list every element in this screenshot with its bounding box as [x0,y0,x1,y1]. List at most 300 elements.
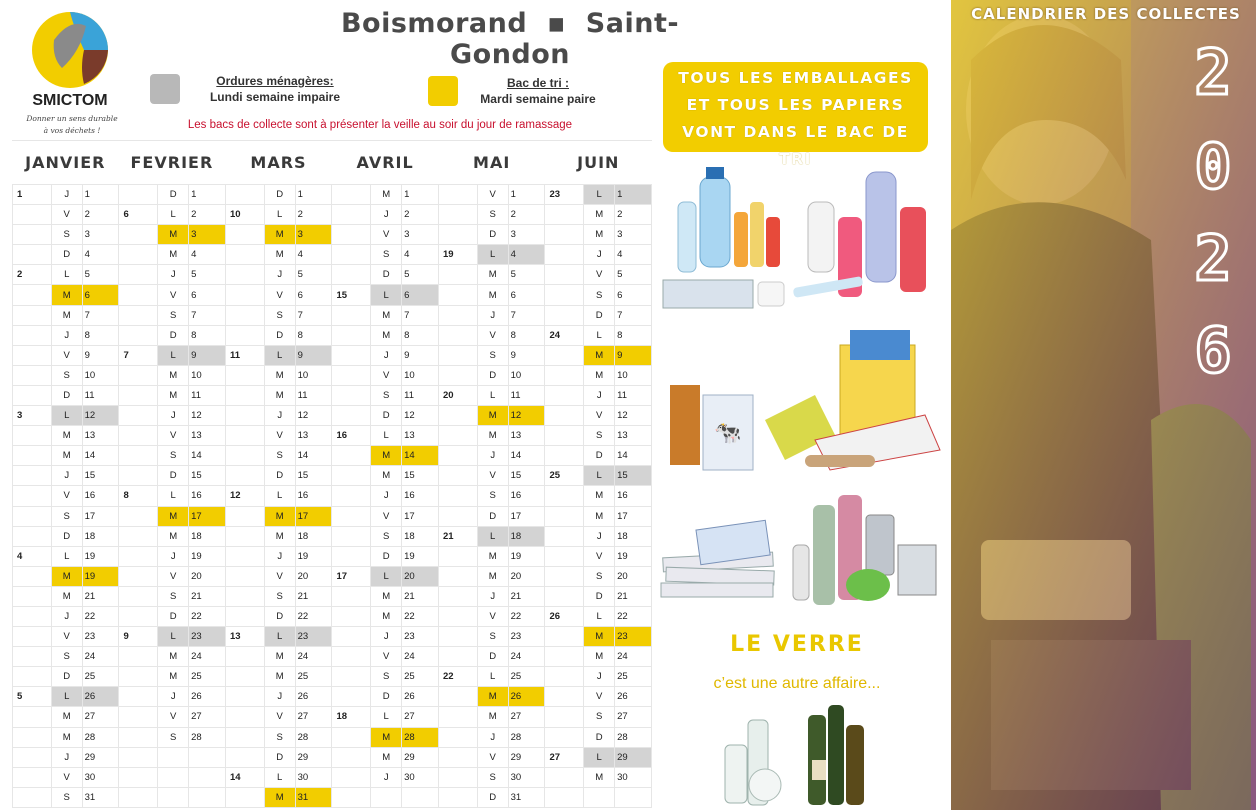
day-number: 13 [402,426,439,446]
day-number: 23 [402,627,439,647]
day-number: 14 [82,446,119,466]
day-number: 4 [189,245,226,265]
day-letter: M [51,446,82,466]
week-number [13,606,52,626]
table-row [13,305,652,325]
day-letter: J [477,727,508,747]
day-letter: L [584,466,615,486]
collection-note: Les bacs de collecte sont à présenter la veille au soir du jour de ramassage [187,119,573,131]
week-number [13,365,52,385]
day-letter: M [51,586,82,606]
day-number: 7 [295,305,332,325]
day-number: 26 [402,687,439,707]
week-number [332,365,371,385]
legend-tri-day: Mardi semaine paire [480,92,596,106]
day-number: 9 [508,345,545,365]
day-letter: S [51,647,82,667]
day-number: 2 [295,205,332,225]
week-number [332,687,371,707]
week-number [332,225,371,245]
day-letter [584,787,615,807]
week-number [225,365,264,385]
day-number: 31 [508,787,545,807]
woman-recycling-photo [951,0,1256,810]
day-number: 15 [615,466,652,486]
week-number: 18 [332,707,371,727]
day-letter: D [51,667,82,687]
day-number: 8 [82,325,119,345]
day-letter: M [477,707,508,727]
day-number: 25 [189,667,226,687]
week-number [438,225,477,245]
week-number [438,687,477,707]
day-letter: M [371,466,402,486]
month-header-fevrier: FEVRIER [119,140,226,185]
day-number: 6 [615,285,652,305]
day-number: 28 [82,727,119,747]
day-number: 30 [82,767,119,787]
day-number: 31 [295,787,332,807]
day-letter: L [584,606,615,626]
day-letter: M [158,506,189,526]
day-letter: V [584,265,615,285]
table-row [13,667,652,687]
day-number: 28 [189,727,226,747]
week-number: 25 [545,466,584,486]
week-number [225,446,264,466]
day-number: 13 [82,426,119,446]
banner-line-1: TOUS LES EMBALLAGES [678,69,913,87]
day-letter: D [477,506,508,526]
day-number: 15 [508,466,545,486]
day-number: 10 [82,365,119,385]
day-letter: M [51,305,82,325]
day-number: 4 [508,245,545,265]
day-letter: D [584,305,615,325]
ordures-swatch [150,74,180,104]
week-number: 2 [13,265,52,285]
week-number [438,787,477,807]
day-number: 11 [615,385,652,405]
day-letter: L [51,687,82,707]
week-number [119,647,158,667]
day-letter: D [51,385,82,405]
day-number: 27 [189,707,226,727]
day-number: 18 [295,526,332,546]
day-letter: V [264,285,295,305]
month-header-mai: MAI [438,140,545,185]
day-number: 16 [615,486,652,506]
week-number [332,265,371,285]
day-letter: D [477,787,508,807]
day-number: 26 [615,687,652,707]
week-number [438,767,477,787]
day-number: 27 [508,707,545,727]
day-number: 2 [189,205,226,225]
day-number: 29 [402,747,439,767]
day-number: 15 [402,466,439,486]
page-title [300,8,720,70]
day-letter: L [264,767,295,787]
verre-subtitle: c’est une autre affaire... [713,675,881,692]
day-number: 23 [508,627,545,647]
week-number: 10 [225,205,264,225]
day-letter: J [51,466,82,486]
legend-tri-title: Bac de tri : [506,76,569,90]
week-number [332,667,371,687]
day-number: 24 [82,647,119,667]
day-number: 28 [508,727,545,747]
day-letter: S [264,586,295,606]
day-letter: L [584,185,615,205]
year-digit-2: 0 [1194,130,1232,203]
day-letter: M [264,526,295,546]
week-number: 7 [119,345,158,365]
day-letter: J [371,767,402,787]
week-number [13,526,52,546]
week-number [332,185,371,205]
table-row [13,627,652,647]
week-number [545,787,584,807]
day-number: 8 [615,325,652,345]
week-number [119,466,158,486]
day-number: 9 [82,345,119,365]
day-letter: S [477,345,508,365]
day-number: 30 [295,767,332,787]
week-number [225,406,264,426]
week-number [119,606,158,626]
day-letter: D [264,466,295,486]
day-letter [158,767,189,787]
week-number [225,506,264,526]
table-row [13,566,652,586]
week-number [13,707,52,727]
day-letter: D [264,185,295,205]
day-letter: L [51,406,82,426]
week-number [13,767,52,787]
day-letter: S [264,305,295,325]
day-number: 18 [189,526,226,546]
day-number: 25 [82,667,119,687]
week-number [225,526,264,546]
day-letter: L [584,325,615,345]
table-row [13,446,652,466]
week-number [438,406,477,426]
day-number: 4 [82,245,119,265]
week-number [545,426,584,446]
day-number: 11 [295,385,332,405]
verre-title: LE VERRE [730,632,864,657]
day-letter: M [264,667,295,687]
week-number [438,546,477,566]
day-letter: L [51,265,82,285]
day-number: 22 [189,606,226,626]
week-number [13,245,52,265]
day-letter: V [584,546,615,566]
week-number [119,727,158,747]
week-number [545,486,584,506]
day-letter: V [158,426,189,446]
day-letter: V [51,486,82,506]
day-letter: L [158,345,189,365]
week-number [119,586,158,606]
month-header-janvier: JANVIER [12,140,119,185]
day-number: 22 [295,606,332,626]
day-number: 1 [189,185,226,205]
week-number [225,265,264,285]
day-letter: D [371,546,402,566]
day-letter: D [584,727,615,747]
week-number: 1 [13,185,52,205]
week-number [332,506,371,526]
day-letter: M [584,205,615,225]
day-number: 21 [295,586,332,606]
day-letter: L [477,667,508,687]
day-letter: J [51,185,82,205]
day-letter: V [477,185,508,205]
day-number: 21 [82,586,119,606]
day-letter: D [477,365,508,385]
day-number: 9 [402,345,439,365]
day-number: 13 [615,426,652,446]
week-number [332,385,371,405]
day-number: 6 [402,285,439,305]
day-letter: J [371,205,402,225]
table-row [13,285,652,305]
day-number: 21 [615,586,652,606]
day-number: 23 [615,627,652,647]
table-row [13,486,652,506]
week-number: 4 [13,546,52,566]
day-letter: J [51,606,82,626]
week-number [225,667,264,687]
day-letter: D [584,446,615,466]
day-letter: D [158,325,189,345]
week-number [13,385,52,405]
day-number: 12 [508,406,545,426]
town-right: Saint-Gondon [449,8,680,70]
table-row [13,687,652,707]
table-row [13,727,652,747]
week-number: 13 [225,627,264,647]
week-number [332,466,371,486]
day-letter: V [264,426,295,446]
table-row [13,747,652,767]
day-number: 5 [615,265,652,285]
day-letter: V [477,466,508,486]
day-number: 22 [82,606,119,626]
week-number [225,606,264,626]
day-letter: L [477,385,508,405]
week-number [225,426,264,446]
week-number [438,325,477,345]
table-row [13,345,652,365]
day-letter: M [158,667,189,687]
day-number: 20 [402,566,439,586]
year-digit-4: 6 [1194,314,1232,387]
day-letter: D [51,526,82,546]
day-letter: D [158,466,189,486]
day-number: 13 [508,426,545,446]
day-number: 10 [615,365,652,385]
week-number [545,546,584,566]
day-letter: D [477,647,508,667]
week-number [438,627,477,647]
day-letter: M [158,245,189,265]
day-letter: J [264,406,295,426]
week-number [225,687,264,707]
day-letter: J [264,687,295,707]
day-letter: M [51,285,82,305]
day-letter: S [371,526,402,546]
day-letter: V [51,767,82,787]
week-number [332,546,371,566]
week-number [438,727,477,747]
day-letter: M [584,627,615,647]
day-letter: S [584,426,615,446]
week-number [545,285,584,305]
week-number [438,566,477,586]
day-number: 14 [615,446,652,466]
day-letter: S [371,667,402,687]
day-number: 17 [508,506,545,526]
day-number: 1 [402,185,439,205]
week-number [438,707,477,727]
day-number: 4 [615,245,652,265]
day-number: 8 [189,325,226,345]
week-number [332,205,371,225]
day-letter: M [264,365,295,385]
week-number [119,385,158,405]
day-letter: M [158,385,189,405]
day-number: 2 [615,205,652,225]
month-header-avril: AVRIL [332,140,439,185]
day-letter: L [371,566,402,586]
week-number [119,446,158,466]
day-letter: M [371,446,402,466]
day-number: 22 [508,606,545,626]
collection-calendar [12,140,652,810]
day-letter: S [477,486,508,506]
week-number [438,426,477,446]
table-row [13,265,652,285]
week-number [545,345,584,365]
day-number: 15 [295,466,332,486]
day-letter: V [584,687,615,707]
day-number: 19 [82,546,119,566]
week-number [13,285,52,305]
week-number [119,265,158,285]
day-number: 16 [402,486,439,506]
day-number: 27 [82,707,119,727]
week-number: 17 [332,566,371,586]
day-letter: M [584,506,615,526]
day-number: 26 [295,687,332,707]
day-number: 25 [295,667,332,687]
day-number: 3 [295,225,332,245]
table-row [13,586,652,606]
week-number [225,466,264,486]
day-number: 29 [615,747,652,767]
week-number [438,506,477,526]
day-number: 29 [82,747,119,767]
legend-ordures [190,73,360,105]
week-number [225,586,264,606]
day-number: 8 [295,325,332,345]
day-letter: V [51,205,82,225]
calendar-grid [12,184,652,808]
day-number: 20 [508,566,545,586]
week-number [332,606,371,626]
day-letter: M [584,647,615,667]
day-letter [158,787,189,807]
day-number: 9 [189,345,226,365]
day-number: 12 [295,406,332,426]
day-letter: S [371,245,402,265]
day-letter: D [51,245,82,265]
day-letter: V [264,566,295,586]
week-number [225,325,264,345]
day-letter: S [51,506,82,526]
day-number: 2 [82,205,119,225]
day-number: 20 [615,566,652,586]
table-row [13,506,652,526]
day-number: 7 [615,305,652,325]
day-number: 18 [402,526,439,546]
table-row [13,225,652,245]
day-letter: S [264,727,295,747]
day-letter: J [264,265,295,285]
day-letter: V [51,627,82,647]
day-number: 17 [402,506,439,526]
day-number: 2 [402,205,439,225]
day-letter: M [371,747,402,767]
table-row [13,365,652,385]
day-letter: V [371,647,402,667]
day-letter: D [371,265,402,285]
table-row [13,385,652,405]
week-number [225,546,264,566]
day-number [615,787,652,807]
day-number: 7 [189,305,226,325]
day-letter: L [264,627,295,647]
day-number: 15 [189,466,226,486]
day-number: 21 [402,586,439,606]
week-number [119,426,158,446]
day-letter: M [371,325,402,345]
town-left: Boismorand [340,8,528,39]
day-number: 17 [615,506,652,526]
week-number [545,205,584,225]
day-number: 28 [295,727,332,747]
day-letter: J [51,325,82,345]
legend-ordures-title: Ordures ménagères: [216,74,334,88]
day-letter [371,787,402,807]
week-number [545,627,584,647]
week-number [119,325,158,345]
day-letter: D [264,606,295,626]
tri-banner [663,62,928,168]
day-letter: V [158,285,189,305]
day-number: 5 [189,265,226,285]
week-number [119,707,158,727]
day-number: 4 [295,245,332,265]
day-letter: M [477,566,508,586]
day-letter: M [371,586,402,606]
week-number: 5 [13,687,52,707]
logo-emblem-icon [14,8,136,140]
week-number [545,406,584,426]
